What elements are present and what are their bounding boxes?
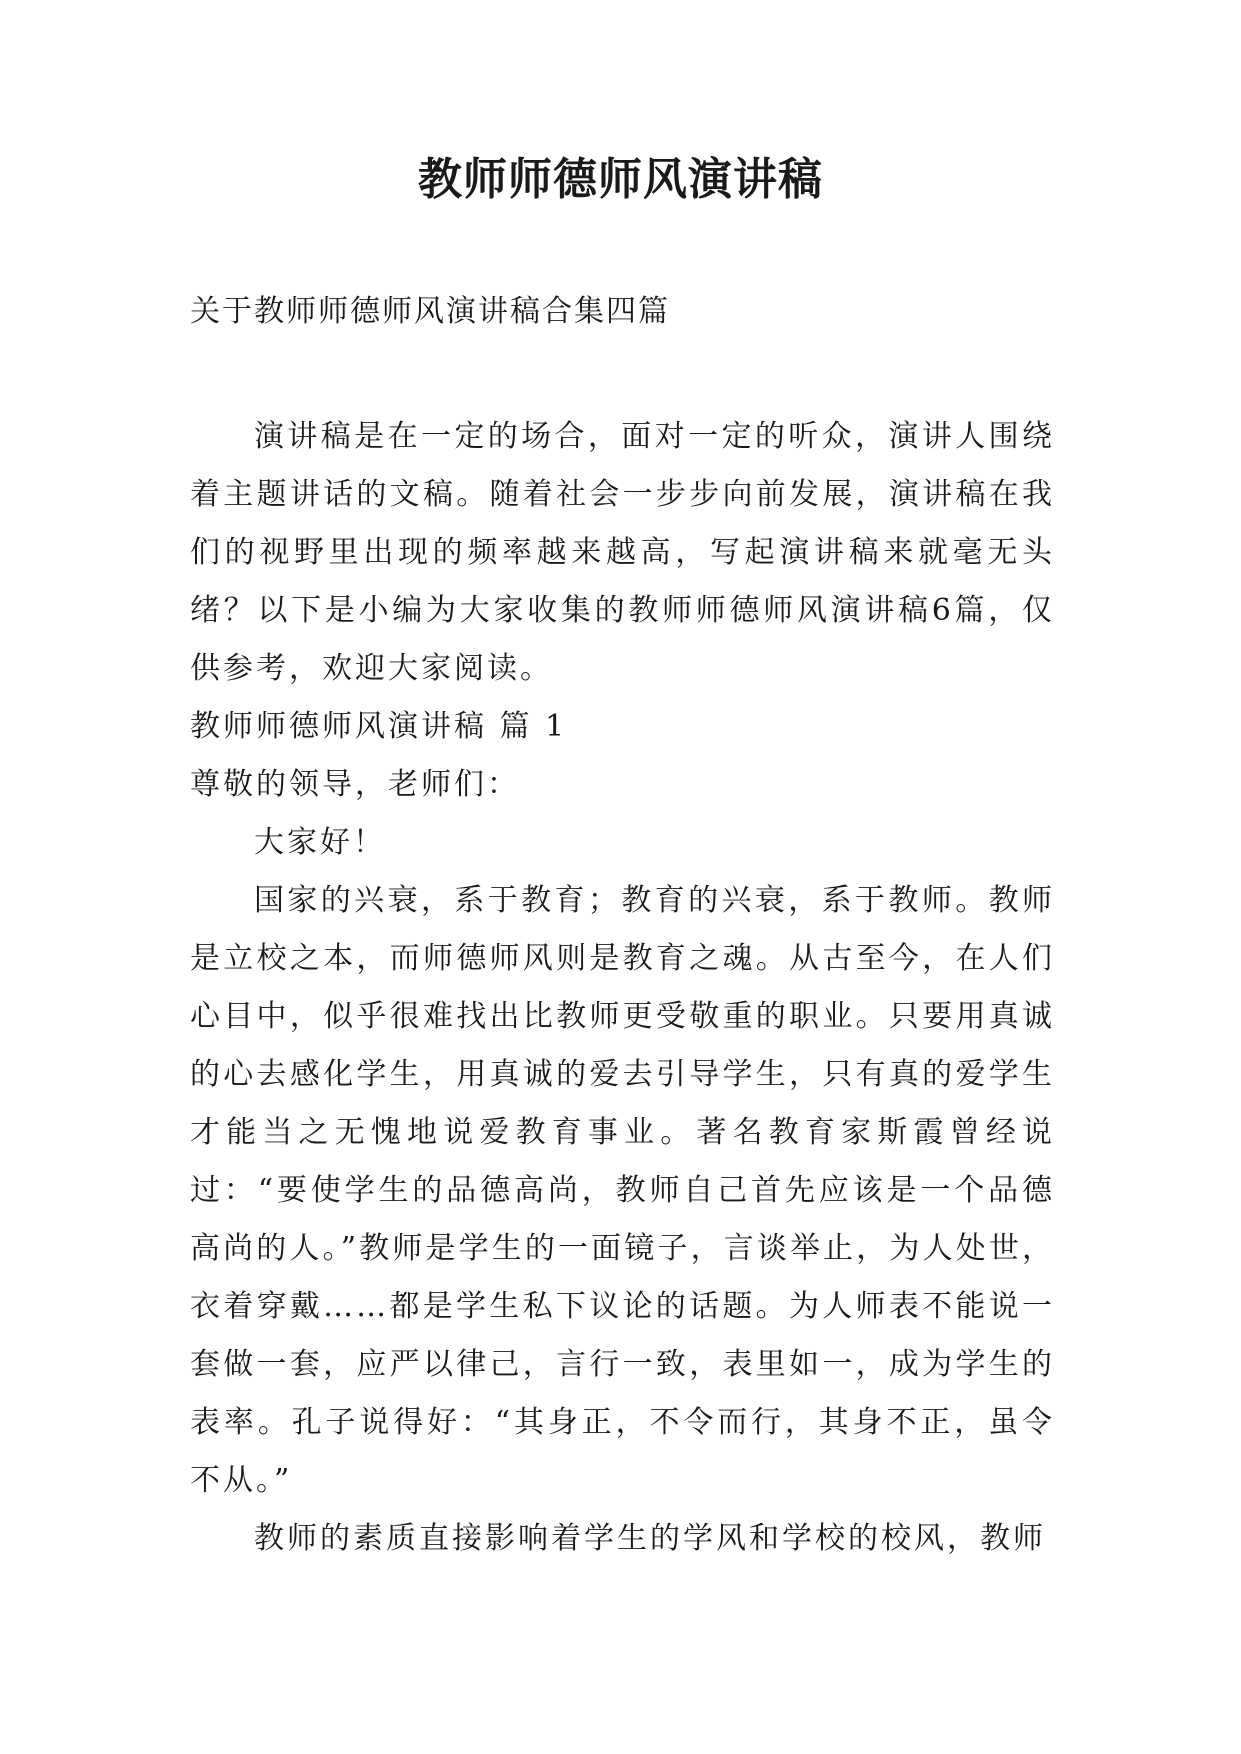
section-heading: 教师师德师风演讲稿 篇 1 xyxy=(190,709,568,744)
greeting: 大家好！ xyxy=(254,825,386,860)
salutation: 尊敬的领导，老师们： xyxy=(190,767,520,802)
document-title: 教师师德师风演讲稿 xyxy=(418,154,823,205)
document-subtitle: 关于教师师德师风演讲稿合集四篇 xyxy=(190,294,670,329)
body-paragraph-1: 国家的兴衰，系于教育；教育的兴衰，系于教师。教师是立校之本，而师德师风则是教育之魂。从古至今，在人们心目中，似乎很难找出比教师更受敬重的职业。只要用真诚的心去感化学生，用真诚的爱去引导学生，只有真的爱学生才能当之无愧地说爱教育事业。著名教育家斯霞曾经说过：“要使学生的品德高尚，教师自己首先应该是一个品德高尚的人。”教师是学生的一面镜子，言谈举止，为人处世，衣着穿戴……都是学生私下议论的话题。为人师表不能说一套做一套，应严以律己，言行一致，表里如一，成为学生的表率。孔子说得好：“其身正，不令而行，其身不正，虽令不从。” xyxy=(190,883,1055,1498)
intro-paragraph: 演讲稿是在一定的场合，面对一定的听众，演讲人围绕着主题讲话的文稿。随着社会一步步向前发展，演讲稿在我们的视野里出现的频率越来越高，写起演讲稿来就毫无头绪？以下是小编为大家收集的教师师德师风演讲稿6篇，仅供参考，欢迎大家阅读。 xyxy=(190,419,1055,686)
body-paragraph-2: 教师的素质直接影响着学生的学风和学校的校风，教师 xyxy=(254,1521,1046,1556)
document-body xyxy=(190,408,1055,1568)
